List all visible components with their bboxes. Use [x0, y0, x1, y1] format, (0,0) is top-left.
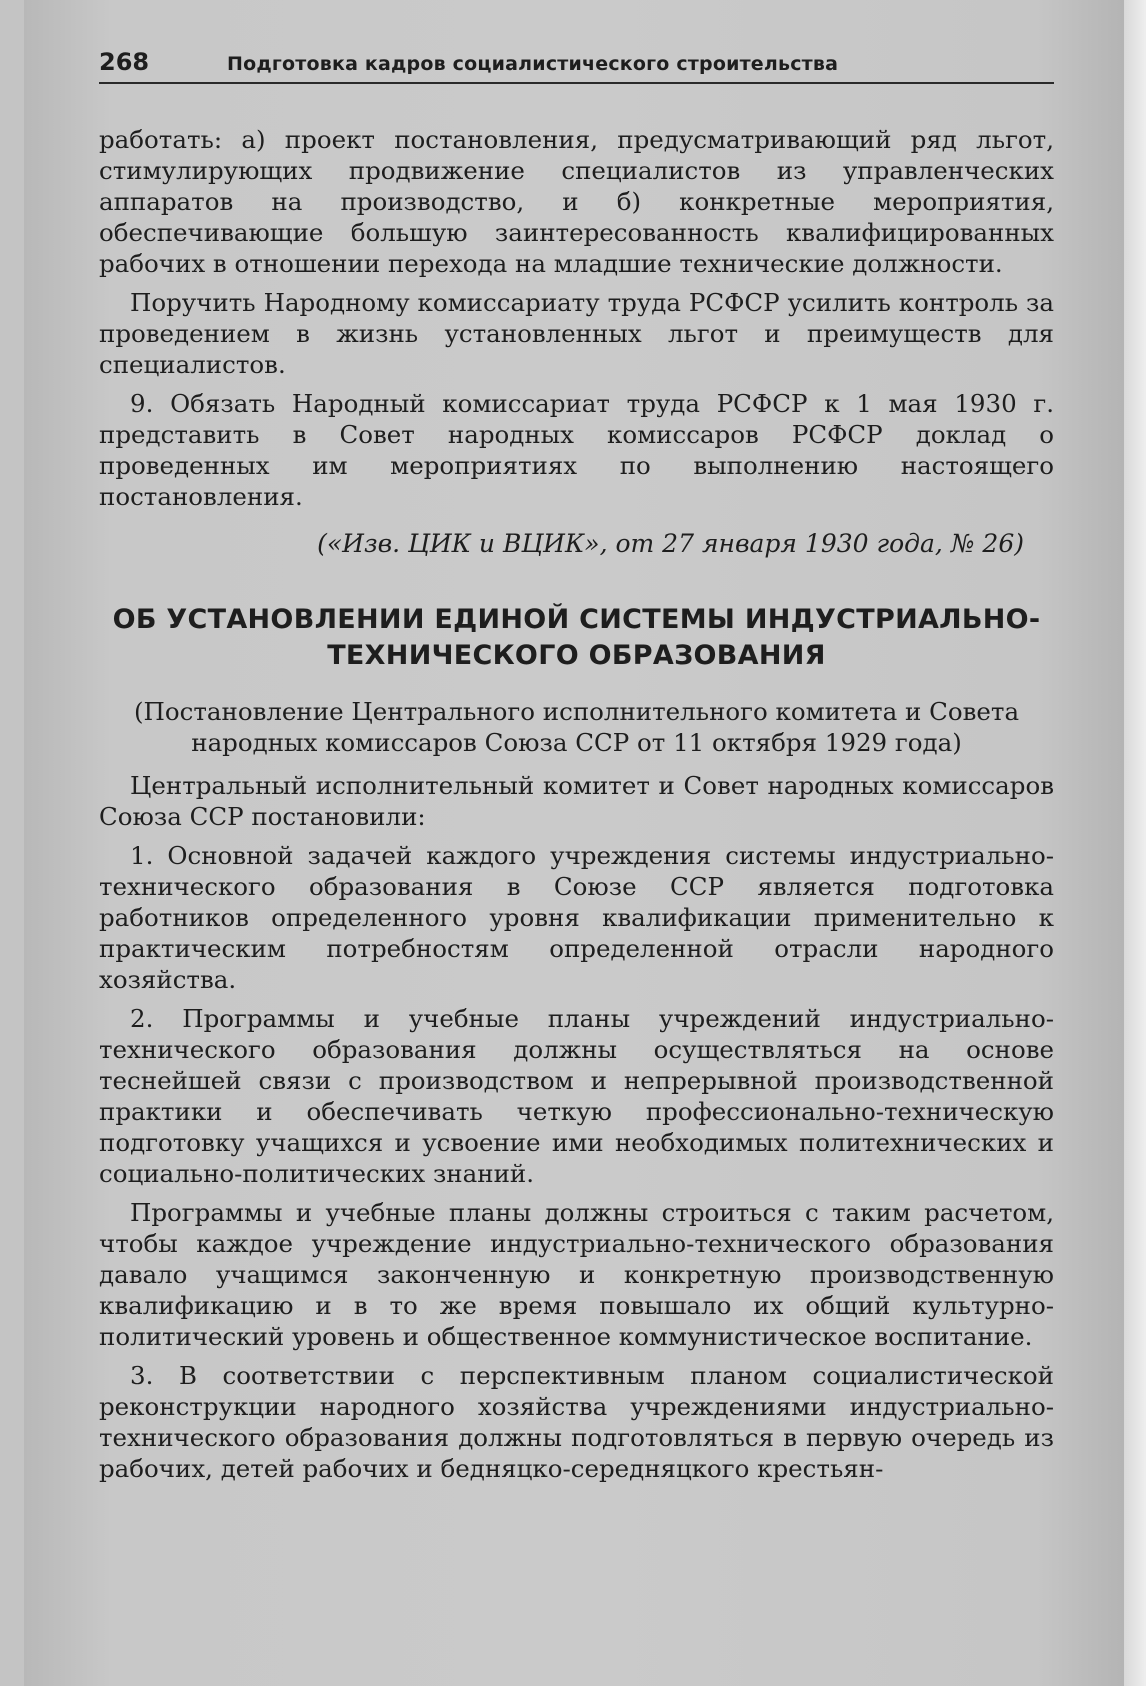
- paragraph-item-1: 1. Основной задачей каждого учреждения системы индустриально-технического образования в Союзе ССР является подготовка работников определенного уровня квалификации применительно к практическим потребностям определенной отрасли народного хозяйства.: [99, 841, 1054, 994]
- paragraph-item-2: 2. Программы и учебные планы учреждений индустриально-технического образования должны осуществляться на основе теснейшей связи с производством и непрерывной производственной практики и обеспечивать четкую профессионально-техническую подготовку учащихся и усвоение ими необходимых политехнических и социально-политических знаний.: [99, 1004, 1054, 1188]
- running-title: Подготовка кадров социалистического строительства: [227, 53, 839, 75]
- paragraph-item-3: 3. В соответствии с перспективным планом социалистической реконструкции народного хозяйства учреждениями индустриально-технического образования должны подготовляться в первую очередь из рабочих, детей рабочих и бедняцко-середняцкого крестьян-: [99, 1361, 1054, 1483]
- section-subtitle: (Постановление Центрального исполнительного комитета и Совета народных комиссаров Союза ССР от 11 октября 1929 года): [133, 697, 1020, 757]
- page-edge: [1124, 0, 1146, 1686]
- paragraph-item-9: 9. Обязать Народный комиссариат труда РСФСР к 1 мая 1930 г. представить в Совет народных комиссаров РСФСР доклад о проведенных им мероприятиях по выполнению настоящего постановления.: [99, 389, 1054, 511]
- section-title: ОБ УСТАНОВЛЕНИИ ЕДИНОЙ СИСТЕМЫ ИНДУСТРИАЛЬНО-ТЕХНИЧЕСКОГО ОБРАЗОВАНИЯ: [112, 604, 1041, 671]
- document-page: [24, 0, 1124, 1686]
- paragraph-preamble: Центральный исполнительный комитет и Совет народных комиссаров Союза ССР постановили:: [99, 771, 1054, 831]
- source-citation: («Изв. ЦИК и ВЦИК», от 27 января 1930 года, № 26): [317, 529, 1024, 558]
- page-header: [99, 48, 1054, 84]
- paragraph-programs: Программы и учебные планы должны строиться с таким расчетом, чтобы каждое учреждение индустриально-технического образования давало учащимся законченную и конкретную производственную квалификацию и в то же время повышало их общий культурно-политический уровень и общественное коммунистическое воспитание.: [99, 1198, 1054, 1351]
- paragraph-continuation: работать: а) проект постановления, предусматривающий ряд льгот, стимулирующих продвижение специалистов из управленческих аппаратов на производство, и б) конкретные мероприятия, обеспечивающие большую заинтересованность квалифицированных рабочих в отношении перехода на младшие технические должности.: [99, 125, 1054, 278]
- paragraph-instruction: Поручить Народному комиссариату труда РСФСР усилить контроль за проведением в жизнь установленных льгот и преимуществ для специалистов.: [99, 288, 1054, 379]
- page-number: 268: [99, 48, 150, 76]
